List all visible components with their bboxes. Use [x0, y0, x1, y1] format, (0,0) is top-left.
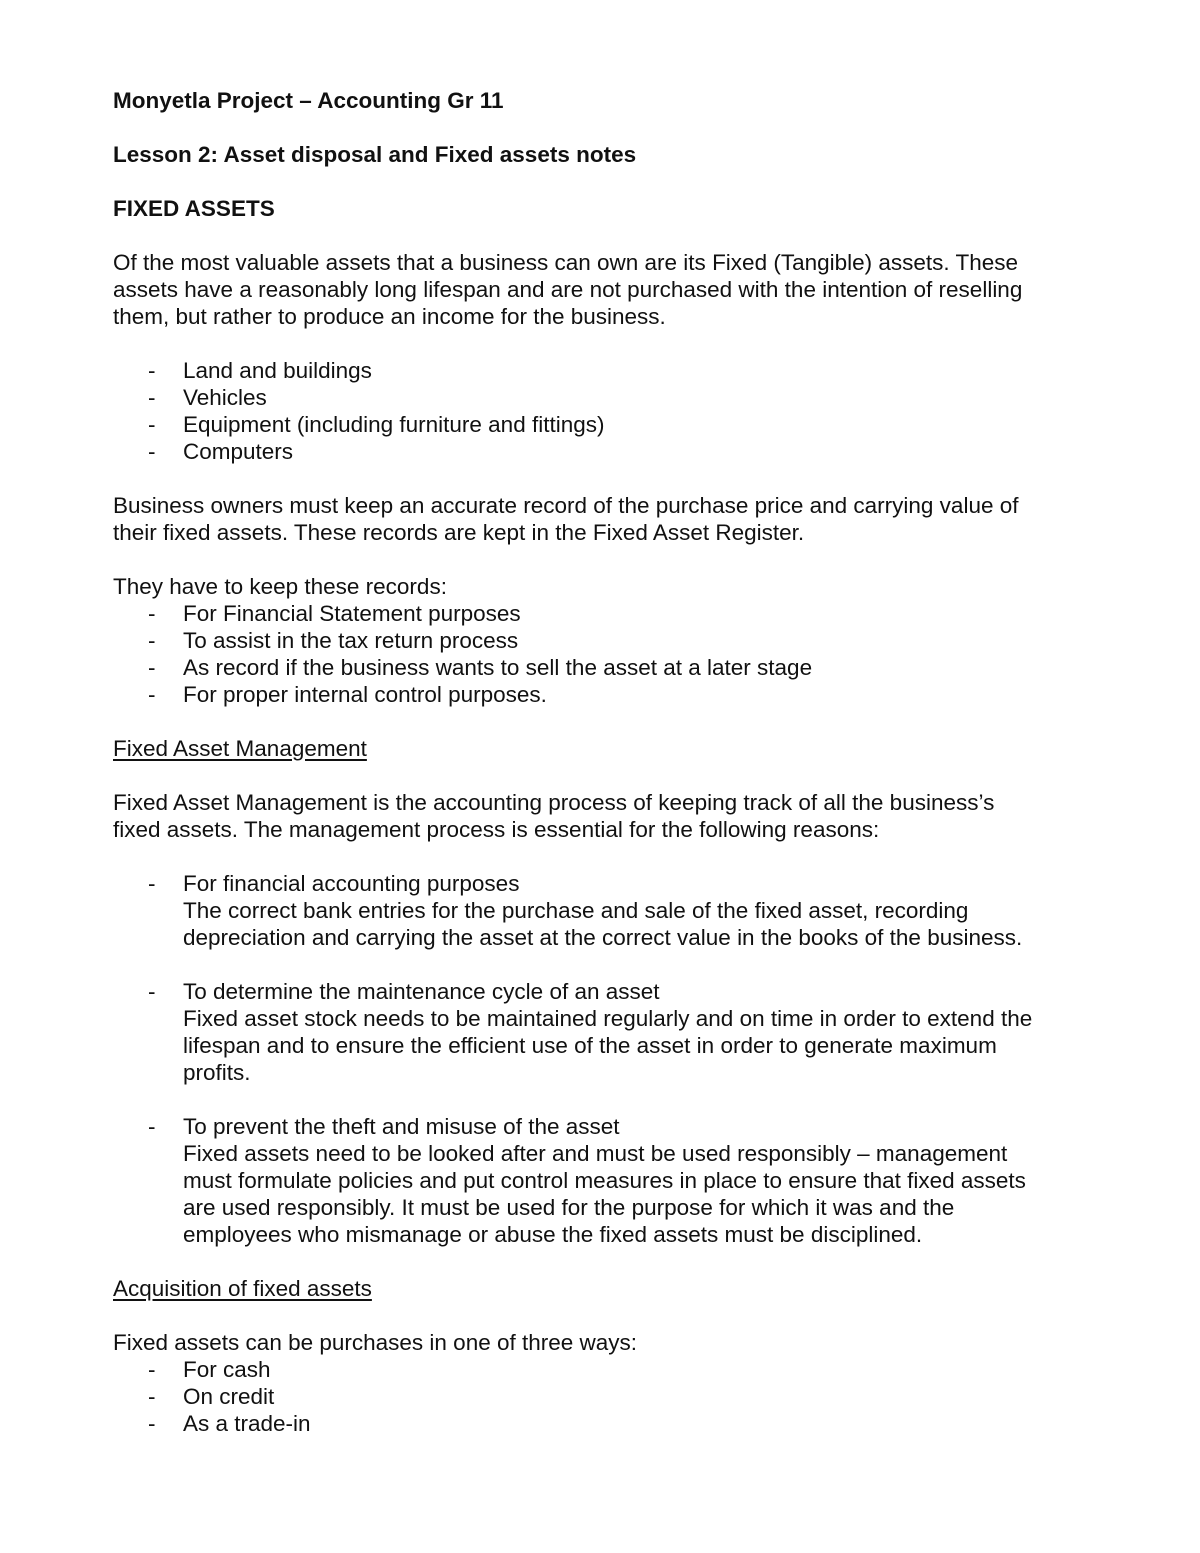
- reason-detail-line: Fixed assets need to be looked after and must be used responsibly – management: [183, 1141, 1008, 1166]
- management-heading: Fixed Asset Management: [113, 736, 367, 761]
- bullet-dash: -: [148, 385, 156, 410]
- reason-detail-line: lifespan and to ensure the efficient use of the asset in order to generate maximum: [183, 1033, 997, 1058]
- intro-line: Of the most valuable assets that a business can own are its Fixed (Tangible) assets. These: [113, 250, 1019, 275]
- bullet-dash: -: [148, 412, 156, 437]
- records-reason-item: To assist in the tax return process: [183, 628, 519, 653]
- bullet-dash: -: [148, 601, 156, 626]
- records-reason-item: As record if the business wants to sell the asset at a later stage: [183, 655, 813, 680]
- lesson-heading: Lesson 2: Asset disposal and Fixed assets notes: [113, 142, 637, 167]
- reason-detail-line: Fixed asset stock needs to be maintained regularly and on time in order to extend the: [183, 1006, 1033, 1031]
- reason-detail-line: The correct bank entries for the purchase and sale of the fixed asset, recording: [183, 898, 969, 923]
- bullet-dash: -: [148, 655, 156, 680]
- acquisition-heading: Acquisition of fixed assets: [113, 1276, 372, 1301]
- bullet-dash: -: [148, 1411, 156, 1436]
- bullet-dash: -: [148, 979, 156, 1004]
- asset-type-item: Computers: [183, 439, 294, 464]
- reason-detail-line: employees who mismanage or abuse the fixed assets must be disciplined.: [183, 1222, 923, 1247]
- acquisition-intro: Fixed assets can be purchases in one of three ways:: [113, 1330, 638, 1355]
- acquisition-way-item: As a trade-in: [183, 1411, 311, 1436]
- bullet-dash: -: [148, 682, 156, 707]
- register-paragraph-line: their fixed assets. These records are kept in the Fixed Asset Register.: [113, 520, 805, 545]
- bullet-dash: -: [148, 358, 156, 383]
- reason-title: To prevent the theft and misuse of the asset: [183, 1114, 620, 1139]
- reason-title: To determine the maintenance cycle of an asset: [183, 979, 660, 1004]
- bullet-dash: -: [148, 1357, 156, 1382]
- reason-detail-line: depreciation and carrying the asset at the correct value in the books of the business.: [183, 925, 1023, 950]
- asset-type-item: Vehicles: [183, 385, 267, 410]
- reason-title: For financial accounting purposes: [183, 871, 520, 896]
- bullet-dash: -: [148, 1384, 156, 1409]
- records-reason-item: For Financial Statement purposes: [183, 601, 521, 626]
- bullet-dash: -: [148, 871, 156, 896]
- bullet-dash: -: [148, 439, 156, 464]
- intro-line: them, but rather to produce an income for the business.: [113, 304, 666, 329]
- reason-detail-line: profits.: [183, 1060, 251, 1085]
- acquisition-way-item: For cash: [183, 1357, 271, 1382]
- records-intro: They have to keep these records:: [113, 574, 447, 599]
- management-paragraph-line: Fixed Asset Management is the accounting process of keeping track of all the business’s: [113, 790, 995, 815]
- bullet-dash: -: [148, 1114, 156, 1139]
- section-heading-fixed-assets: FIXED ASSETS: [113, 196, 275, 221]
- management-paragraph-line: fixed assets. The management process is essential for the following reasons:: [113, 817, 880, 842]
- intro-line: assets have a reasonably long lifespan and are not purchased with the intention of reselling: [113, 277, 1023, 302]
- records-reason-item: For proper internal control purposes.: [183, 682, 547, 707]
- reason-detail-line: are used responsibly. It must be used for the purpose for which it was and the: [183, 1195, 955, 1220]
- bullet-dash: -: [148, 628, 156, 653]
- register-paragraph-line: Business owners must keep an accurate record of the purchase price and carrying value of: [113, 493, 1019, 518]
- acquisition-way-item: On credit: [183, 1384, 275, 1409]
- asset-type-item: Land and buildings: [183, 358, 372, 383]
- asset-type-item: Equipment (including furniture and fittings): [183, 412, 605, 437]
- reason-detail-line: must formulate policies and put control measures in place to ensure that fixed assets: [183, 1168, 1026, 1193]
- document-title: Monyetla Project – Accounting Gr 11: [113, 88, 504, 113]
